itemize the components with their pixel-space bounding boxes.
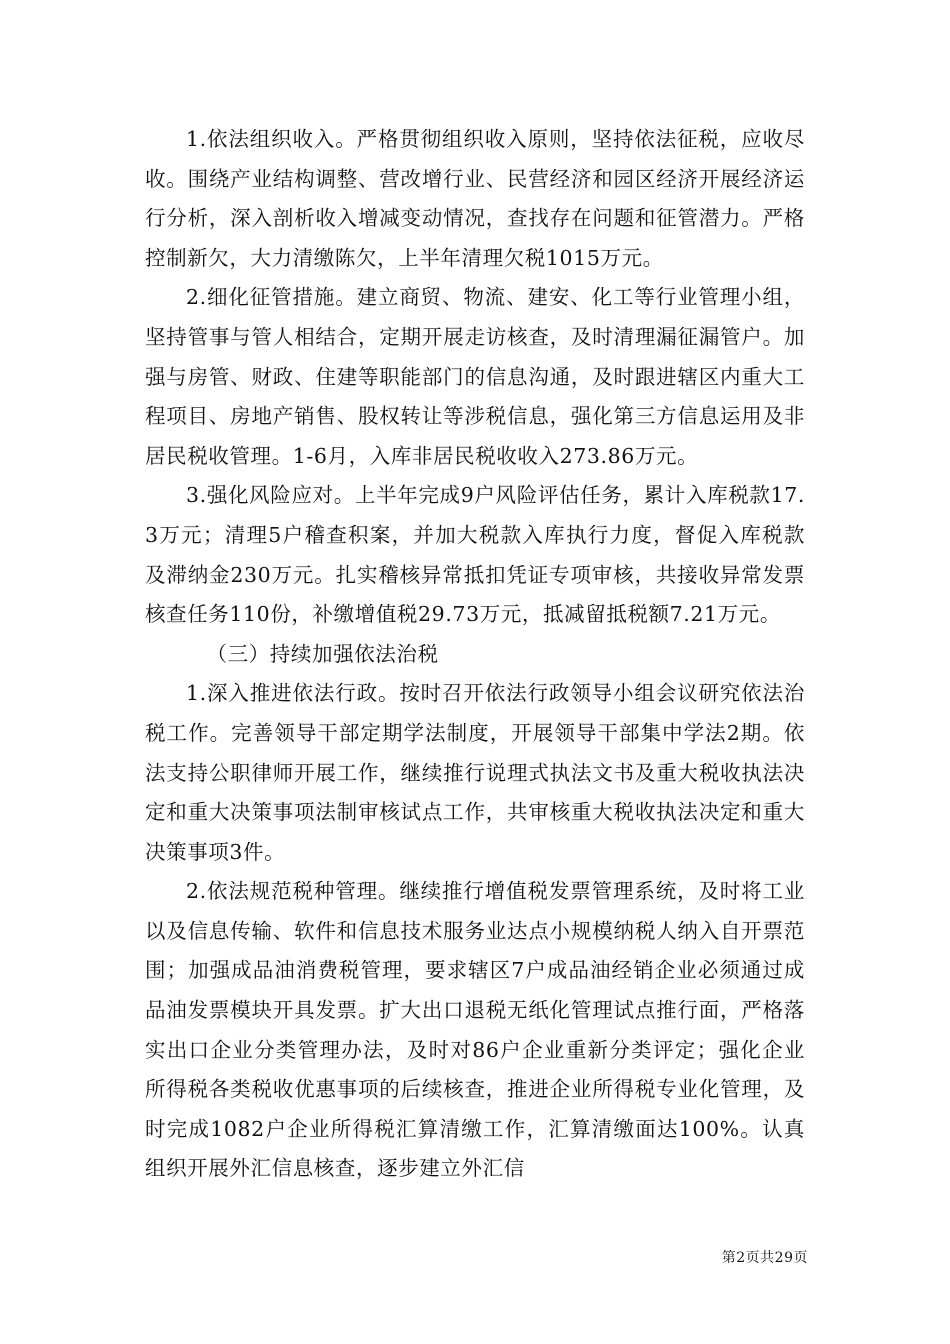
paragraph-organize-revenue: 1.依法组织收入。严格贯彻组织收入原则，坚持依法征税，应收尽收。围绕产业结构调整、营改增行业、民营经济和园区经济开展经济运行分析，深入剖析收入增减变动情况，查找存在问题和征管潜力。严格控制新欠，大力清缴陈欠，上半年清理欠税1015万元。 bbox=[145, 127, 805, 270]
paragraph-administration-by-law: 1.深入推进依法行政。按时召开依法行政领导小组会议研究依法治税工作。完善领导干部定期学法制度，开展领导干部集中学法2期。依法支持公职律师开展工作，继续推行说理式执法文书及重大税收执法决定和重大决策事项法制审核试点工作，共审核重大税收执法决定和重大决策事项3件。 bbox=[145, 681, 805, 864]
paragraph-tax-type-management: 2.依法规范税种管理。继续推行增值税发票管理系统，及时将工业以及信息传输、软件和信息技术服务业达点小规模纳税人纳入自开票范围；加强成品油消费税管理，要求辖区7户成品油经销企业必须通过成品油发票模块开具发票。扩大出口退税无纸化管理试点推行面，严格落实出口企业分类管理办法，及时对86户企业重新分类评定；强化企业所得税各类税收优惠事项的后续核查，推进企业所得税专业化管理，及时完成1082户企业所得税汇算清缴工作，汇算清缴面达100%。认真组织开展外汇信息核查，逐步建立外汇信 bbox=[145, 879, 805, 1181]
section-heading: （三）持续加强依法治税 bbox=[206, 641, 439, 666]
page-number: 第2页共29页 bbox=[721, 1250, 808, 1266]
document-body bbox=[145, 120, 805, 1189]
paragraph-risk-response: 3.强化风险应对。上半年完成9户风险评估任务，累计入库税款17.3万元；清理5户稽查积案，并加大税款入库执行力度，督促入库税款及滞纳金230万元。扎实稽核异常抵扣凭证专项审核，共接收异常发票核查任务110份，补缴增值税29.73万元，抵减留抵税额7.21万元。 bbox=[145, 483, 805, 627]
paragraph-refine-collection: 2.细化征管措施。建立商贸、物流、建安、化工等行业管理小组，坚持管事与管人相结合，定期开展走访核查，及时清理漏征漏管户。加强与房管、财政、住建等职能部门的信息沟通，及时跟进辖区内重大工程项目、房地产销售、股权转让等涉税信息，强化第三方信息运用及非居民税收管理。1-6月，入库非居民税收收入273.86万元。 bbox=[145, 285, 805, 468]
